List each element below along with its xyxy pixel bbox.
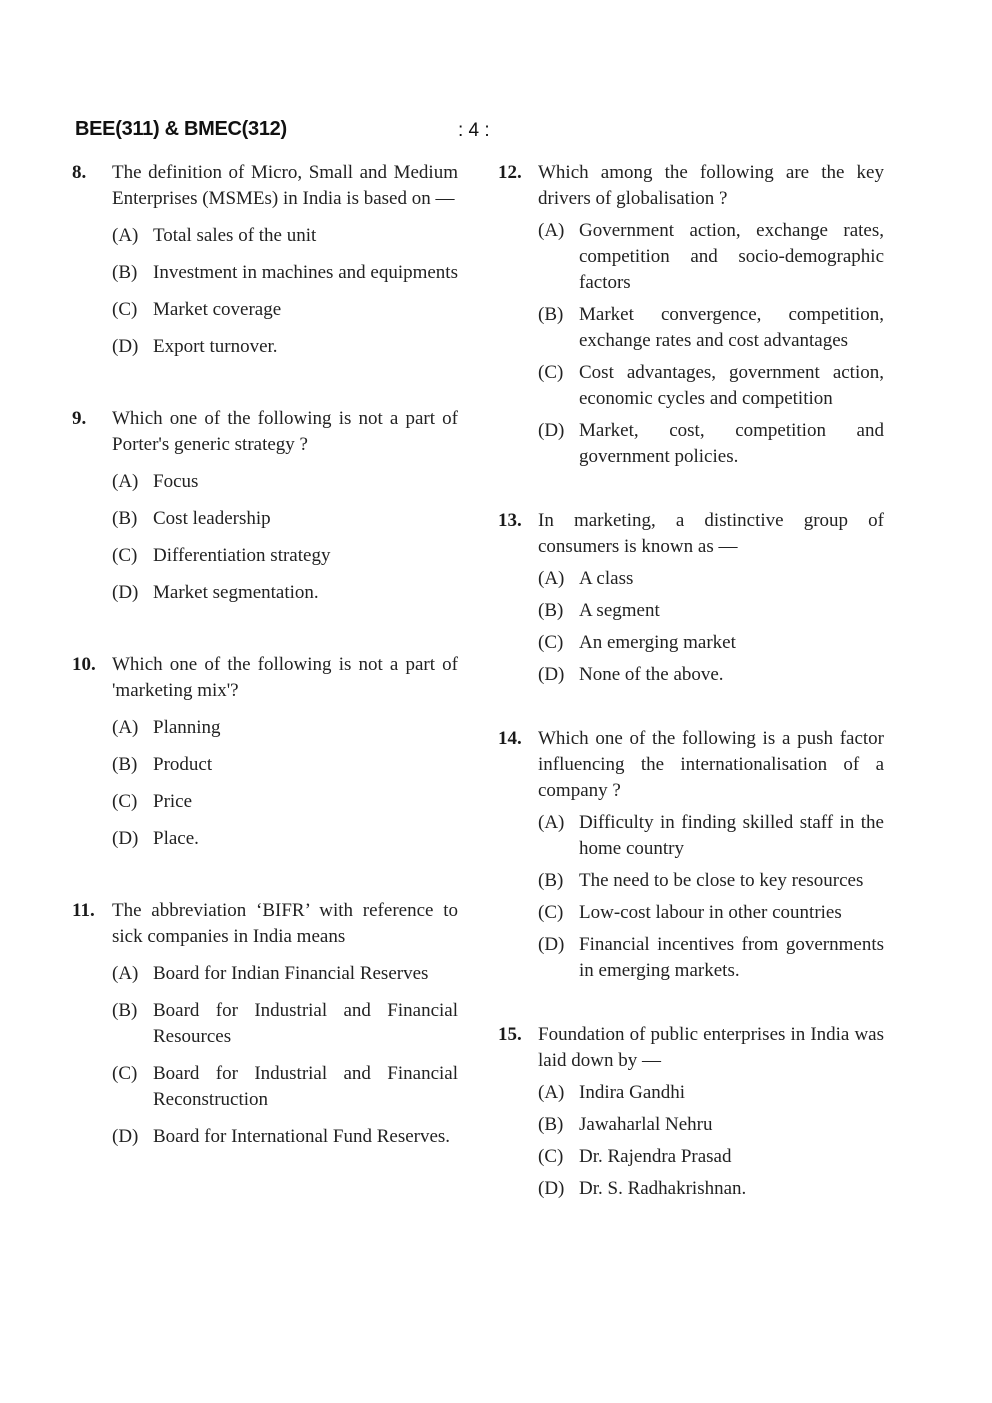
option-text: Dr. Rajendra Prasad	[579, 1146, 732, 1167]
option-label: (D)	[538, 1178, 565, 1199]
question-text: The definition of Micro, Small and Medium Enterprises (MSMEs) in India is based on —	[112, 162, 458, 209]
option-d	[538, 932, 884, 984]
option-label: (C)	[538, 632, 564, 653]
left-column	[72, 160, 458, 1150]
option-a	[538, 218, 884, 296]
question-number: 8.	[72, 162, 87, 183]
option-c	[538, 360, 884, 412]
option-b	[112, 260, 458, 286]
option-b	[112, 752, 458, 778]
option-label: (D)	[112, 336, 139, 357]
option-text: Market coverage	[153, 299, 282, 320]
option-label: (B)	[538, 1114, 564, 1135]
option-a	[112, 469, 458, 495]
option-text: Place.	[153, 828, 199, 849]
option-text: Market, cost, competition and government policies.	[579, 420, 884, 467]
option-text: A class	[579, 568, 634, 589]
option-text: Cost advantages, government action, economic cycles and competition	[579, 362, 884, 409]
option-text: Market segmentation.	[153, 582, 319, 603]
question-text: The abbreviation ‘BIFR’ with reference to sick companies in India means	[112, 900, 458, 947]
option-text: Total sales of the unit	[153, 225, 317, 246]
question-number: 15.	[498, 1024, 522, 1045]
option-b	[538, 302, 884, 354]
options-list	[112, 961, 458, 1150]
option-text: Investment in machines and equipments	[153, 262, 458, 283]
question-8	[72, 160, 458, 360]
options-list	[538, 1080, 884, 1202]
options-list	[538, 218, 884, 470]
options-list	[538, 566, 884, 688]
option-text: Cost leadership	[153, 508, 271, 529]
option-text: None of the above.	[579, 664, 724, 685]
question-number: 12.	[498, 162, 522, 183]
option-label: (C)	[112, 545, 138, 566]
option-text: Market convergence, competition, exchange rates and cost advantages	[579, 304, 884, 351]
option-text: Board for Industrial and Financial Resources	[153, 1000, 458, 1047]
option-label: (A)	[112, 225, 139, 246]
option-label: (C)	[112, 1063, 138, 1084]
paper-code: BEE(311) & BMEC(312)	[75, 118, 287, 140]
option-label: (A)	[538, 812, 565, 833]
option-c	[538, 1144, 884, 1170]
option-b	[112, 998, 458, 1050]
option-label: (B)	[538, 600, 564, 621]
option-b	[538, 598, 884, 624]
options-list	[538, 810, 884, 984]
option-b	[538, 868, 884, 894]
option-text: Focus	[153, 471, 199, 492]
option-a	[112, 961, 458, 987]
page-number: : 4 :	[458, 120, 490, 141]
option-label: (A)	[112, 717, 139, 738]
option-b	[112, 506, 458, 532]
option-text: Board for International Fund Reserves.	[153, 1126, 451, 1147]
option-label: (C)	[112, 299, 138, 320]
option-c	[112, 1061, 458, 1113]
option-label: (C)	[538, 1146, 564, 1167]
option-text: Differentiation strategy	[153, 545, 331, 566]
option-text: Dr. S. Radhakrishnan.	[579, 1178, 747, 1199]
question-text: Which one of the following is not a part of Porter's generic strategy ?	[112, 408, 458, 455]
option-label: (A)	[538, 1082, 565, 1103]
option-text: Financial incentives from governments in emerging markets.	[579, 934, 884, 981]
option-label: (D)	[538, 934, 565, 955]
question-number: 11.	[72, 900, 95, 921]
options-list	[112, 223, 458, 360]
option-text: Government action, exchange rates, competition and socio-demographic factors	[579, 220, 884, 293]
option-d	[112, 580, 458, 606]
question-text: Foundation of public enterprises in India was laid down by —	[538, 1024, 884, 1071]
option-label: (C)	[538, 362, 564, 383]
option-label: (B)	[112, 1000, 138, 1021]
question-10	[72, 652, 458, 852]
question-number: 13.	[498, 510, 522, 531]
question-12	[498, 160, 884, 470]
option-label: (D)	[112, 828, 139, 849]
option-label: (D)	[112, 1126, 139, 1147]
option-text: An emerging market	[579, 632, 736, 653]
option-label: (A)	[538, 220, 565, 241]
option-text: The need to be close to key resources	[579, 870, 864, 891]
option-d	[538, 1176, 884, 1202]
option-label: (B)	[538, 304, 564, 325]
option-text: A segment	[579, 600, 660, 621]
option-label: (C)	[112, 791, 138, 812]
option-c	[538, 630, 884, 656]
question-number: 10.	[72, 654, 96, 675]
options-list	[112, 469, 458, 606]
option-c	[112, 297, 458, 323]
option-d	[112, 1124, 458, 1150]
option-label: (D)	[538, 664, 565, 685]
option-d	[538, 418, 884, 470]
option-a	[538, 566, 884, 592]
option-label: (A)	[112, 471, 139, 492]
question-number: 14.	[498, 728, 522, 749]
option-text: Indira Gandhi	[579, 1082, 686, 1103]
option-label: (C)	[538, 902, 564, 923]
option-label: (B)	[112, 262, 138, 283]
option-text: Board for Indian Financial Reserves	[153, 963, 429, 984]
option-text: Low-cost labour in other countries	[579, 902, 842, 923]
option-c	[112, 789, 458, 815]
option-label: (B)	[112, 754, 138, 775]
option-label: (A)	[538, 568, 565, 589]
option-c	[112, 543, 458, 569]
option-a	[112, 223, 458, 249]
option-a	[538, 810, 884, 862]
option-label: (B)	[112, 508, 138, 529]
option-text: Jawaharlal Nehru	[579, 1114, 713, 1135]
option-text: Difficulty in finding skilled staff in the home country	[579, 812, 884, 859]
option-label: (D)	[112, 582, 139, 603]
option-c	[538, 900, 884, 926]
question-text: Which one of the following is not a part of 'marketing mix'?	[112, 654, 458, 701]
option-a	[112, 715, 458, 741]
question-14	[498, 726, 884, 984]
option-text: Planning	[153, 717, 221, 738]
option-d	[112, 826, 458, 852]
question-text: Which one of the following is a push factor influencing the internationalisation of a company ?	[538, 728, 884, 801]
right-column	[498, 160, 884, 1202]
option-text: Product	[153, 754, 213, 775]
question-9	[72, 406, 458, 606]
option-label: (A)	[112, 963, 139, 984]
option-d	[538, 662, 884, 688]
option-d	[112, 334, 458, 360]
question-text: In marketing, a distinctive group of consumers is known as —	[538, 510, 884, 557]
question-text: Which among the following are the key drivers of globalisation ?	[538, 162, 884, 209]
question-number: 9.	[72, 408, 87, 429]
options-list	[112, 715, 458, 852]
option-text: Export turnover.	[153, 336, 278, 357]
option-text: Price	[153, 791, 193, 812]
option-label: (D)	[538, 420, 565, 441]
option-text: Board for Industrial and Financial Reconstruction	[153, 1063, 458, 1110]
question-15	[498, 1022, 884, 1202]
option-label: (B)	[538, 870, 564, 891]
option-b	[538, 1112, 884, 1138]
question-11	[72, 898, 458, 1150]
option-a	[538, 1080, 884, 1106]
question-13	[498, 508, 884, 688]
